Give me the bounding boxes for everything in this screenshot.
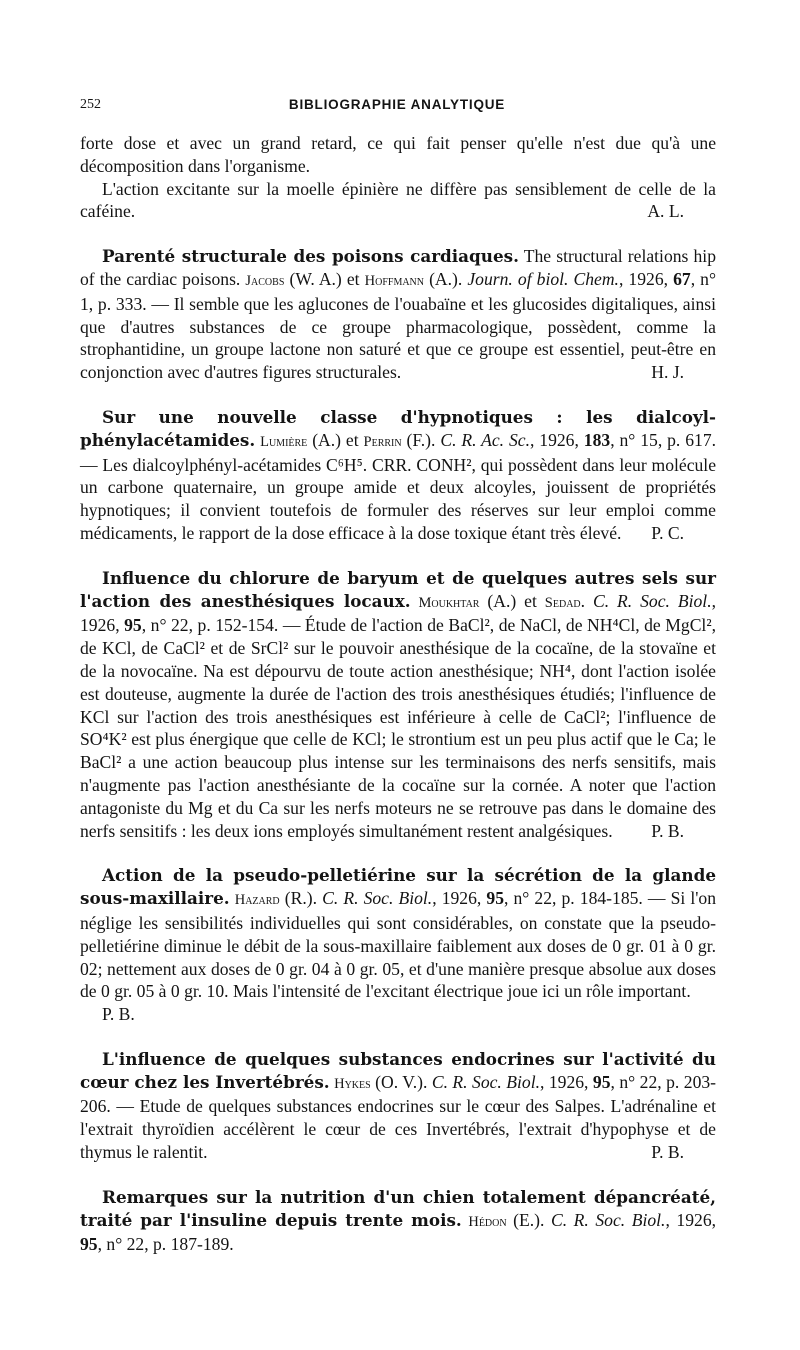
entry-author-initials: (E.).	[506, 1209, 551, 1230]
entry-author-initials: (R.).	[279, 888, 323, 909]
signature: H. J.	[651, 362, 684, 383]
entry-journal: C. R. Soc. Biol.	[592, 590, 712, 611]
signature: P. B.	[651, 1142, 684, 1163]
entry-author: Moukhtar	[418, 594, 480, 611]
entry-paragraph	[80, 567, 716, 843]
running-head: BIBLIOGRAPHIE ANALYTIQUE	[288, 97, 506, 112]
entry-summary: — Si l'on néglige les sensibilités individuelles qui sont considérables, on constate que la pseudo-pelletiérine diminue le débit de la sous-maxillaire faiblement aux doses de 0 gr. 01 à 0 gr. 02; nettement aux doses de 0 gr. 04 à 0 gr. 05, et d'une manière presque absolue aux doses de 0 gr. 05 à 0 gr. 10. Mais l'intensité de l'excitant électrique joue ici un rôle important.	[80, 888, 717, 1002]
entry-paragraph	[80, 245, 716, 384]
entry-volume: 95	[80, 1234, 98, 1255]
bibliography-entry	[80, 1048, 716, 1164]
signature: P. B.	[651, 820, 684, 841]
entry-journal: C. R. Ac. Sc.	[440, 429, 530, 450]
signature: A. L.	[647, 201, 684, 222]
bibliography-entry	[80, 1186, 716, 1256]
entry-summary: — Étude de l'action de BaCl², de NaCl, de NH⁴Cl, de MgCl², de KCl, de CaCl² et de SrCl² sur le pouvoir anesthésique de la cocaïne, de la stovaïne et de la novocaïne. Na est dépourvu de toute action anesthésique; NH⁴, dont l'action isolée est douteuse, augmente la durée de l'action des trois anesthésiques étudiés; l'influence de KCl sur l'action des trois anesthésiques est inférieure à celle de CaCl²; l'influence de SO⁴K² est plus énergique que celle de KCl; le strontium est un peu plus actif que le Ca; le BaCl² a une action beaucoup plus intense sur les terminaisons des nerfs sensitifs, mais n'augmente pas l'action anesthésiante de la cocaïne sur la cornée. A noter que l'action antagoniste du Mg et du Ca sur les nerfs moteurs ne se retrouve pas dans le domaine des nerfs sensitifs : les deux ions employés simultanément restent analgésiques.	[80, 615, 716, 841]
entry-reference: , n° 22, p. 152-154.	[141, 615, 283, 636]
entry-summary: — Les dialcoylphényl-acétamides C⁶H⁵. CRR. CONH², qui possèdent dans leur molécule un carbone quaternaire, un groupe amide et deux alcoyles, jouissent de propriétés hypnotiques; il convient toutefois de formuler des réserves sur leur emploi comme médicaments, le rapport de la dose efficace à la dose toxique étant très élevé.	[80, 454, 716, 543]
entry-author: Hédon	[468, 1213, 507, 1230]
signature: P. B.	[102, 1004, 135, 1025]
entry-volume: 95	[592, 1071, 611, 1092]
entry-paragraph	[80, 864, 716, 1026]
bibliography-entry	[80, 245, 716, 384]
entry-year: , 1926,	[80, 590, 716, 636]
entry-title: Influence du chlorure de baryum et de quelques autres sels sur l'action des anesthésiques locaux.	[80, 567, 716, 611]
entry-title: Sur une nouvelle classe d'hypnotiques : les dialcoyl-phénylacétamides.	[80, 406, 716, 450]
entry-reference: , n° 1, p. 333.	[80, 268, 716, 314]
entries-list	[80, 245, 716, 1256]
entry-author-initials: (O. V.).	[370, 1071, 432, 1092]
entry-journal: Journ. of biol. Chem.	[467, 268, 619, 289]
signature: P. C.	[651, 522, 684, 543]
entry-author: Hazard	[234, 892, 280, 909]
continuation-block	[80, 132, 716, 223]
entry-author: Jacobs	[245, 272, 285, 289]
entry-volume: 95	[486, 888, 504, 909]
continuation-paragraph-2-text: L'action excitante sur la moelle épinière ne diffère pas sensiblement de celle de la caféine.	[80, 178, 716, 222]
entry-author: Perrin	[363, 433, 402, 450]
entry-year: , 1926,	[529, 429, 584, 450]
entry-author: Sedad	[544, 594, 581, 611]
entry-author-initials: (A.).	[424, 268, 468, 289]
entry-title: Remarques sur la nutrition d'un chien totalement dépancréaté, traité par l'insuline depuis trente mois.	[80, 1186, 716, 1230]
entry-reference: , n° 22, p. 203-206.	[80, 1071, 717, 1117]
continuation-paragraph-1: forte dose et avec un grand retard, ce qui fait penser qu'elle n'est due qu'à une décomposition dans l'organisme.	[80, 133, 716, 176]
entry-paragraph	[80, 1048, 716, 1164]
entry-paragraph	[80, 406, 716, 545]
entry-summary: — Etude de quelques substances endocrines sur le cœur des Salpes. L'adrénaline et l'extrait thyroïdien accélèrent le cœur de ces Invertébrés, l'extrait d'hypophyse et de thymus le ralentit.	[80, 1096, 717, 1163]
continuation-paragraph-2	[80, 178, 716, 224]
entry-author: Lumière	[260, 433, 308, 450]
entry-summary: — Il semble que les aglucones de l'ouabaïne et les glucosides digitaliques, ainsi que d'autres substances de ce groupe pharmacologique, possèdent, comme la strophantidine, un groupe lactone non saturé et que ce groupe est essentiel, peut-être en conjonction avec d'autres figures structurales.	[80, 293, 717, 383]
entry-reference: , n° 15, p. 617.	[610, 429, 717, 450]
entry-journal: C. R. Soc. Biol.	[431, 1071, 541, 1092]
entry-author: Hykes	[334, 1075, 371, 1092]
bibliography-entry	[80, 864, 716, 1026]
entry-year: , 1926,	[665, 1209, 717, 1230]
entry-author-initials: .	[580, 590, 593, 611]
entry-reference: , n° 22, p. 184-185.	[503, 888, 648, 909]
entry-author-initials: (A.) et	[307, 429, 364, 450]
entry-journal: C. R. Soc. Biol.	[322, 888, 433, 909]
bibliography-entry	[80, 567, 716, 843]
entry-volume: 67	[673, 268, 691, 289]
entry-author-initials: (F.).	[401, 429, 441, 450]
page-header	[80, 94, 714, 116]
entry-title: L'influence de quelques substances endocrines sur l'activité du cœur chez les Invertébrés.	[80, 1048, 716, 1092]
entry-volume: 183	[583, 429, 611, 450]
bibliography-entry	[80, 406, 716, 545]
entry-author-initials: (W. A.) et	[284, 268, 365, 289]
entry-paragraph	[80, 1186, 716, 1256]
entry-year: , 1926,	[540, 1071, 593, 1092]
entry-title: Action de la pseudo-pelletiérine sur la sécrétion de la glande sous-maxillaire.	[80, 865, 716, 909]
page-number: 252	[80, 97, 101, 112]
entry-journal: C. R. Soc. Biol.	[550, 1209, 666, 1230]
entry-author: Hoffmann	[364, 272, 424, 289]
page-body	[80, 132, 716, 1278]
entry-reference: , n° 22, p. 187-189.	[97, 1234, 234, 1255]
entry-original-title: The structural relations hip of the cardiac poisons.	[80, 246, 716, 289]
entry-author-initials: (A.) et	[479, 590, 545, 611]
entry-year: , 1926,	[432, 888, 487, 909]
entry-title: Parenté structurale des poisons cardiaques.	[102, 246, 519, 267]
entry-year: , 1926,	[618, 268, 674, 289]
entry-volume: 95	[124, 615, 142, 636]
